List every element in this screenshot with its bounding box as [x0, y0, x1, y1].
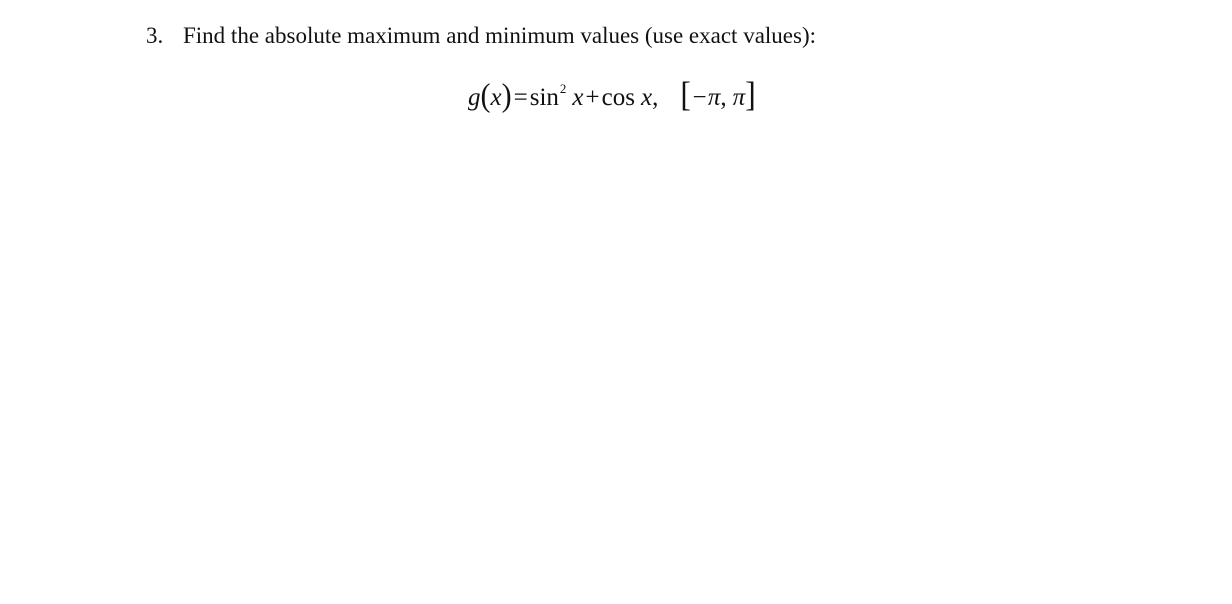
- plus-sign: +: [585, 84, 600, 111]
- problem-statement: [146, 20, 816, 52]
- cos-variable: x: [640, 84, 653, 111]
- equals-sign: =: [513, 84, 528, 111]
- right-paren: ): [501, 77, 512, 114]
- interval-close-bracket: ]: [745, 74, 756, 114]
- equation-comma: ,: [652, 84, 659, 111]
- equation: [468, 74, 756, 121]
- exponent: 2: [559, 81, 567, 96]
- problem-number: 3.: [146, 23, 164, 48]
- problem-instruction: Find the absolute maximum and minimum values (use exact values):: [183, 23, 817, 48]
- interval-upper-bound: π: [732, 84, 746, 111]
- sin-operator: sin: [529, 84, 559, 111]
- cos-operator: cos: [601, 84, 635, 111]
- sin-variable: x: [572, 84, 584, 111]
- function-variable: x: [490, 84, 502, 111]
- interval-lower-bound: −π: [690, 84, 721, 111]
- function-name: g: [468, 84, 481, 111]
- interval-separator: ,: [720, 84, 727, 111]
- interval-open-bracket: [: [680, 74, 691, 114]
- left-paren: (: [480, 77, 491, 114]
